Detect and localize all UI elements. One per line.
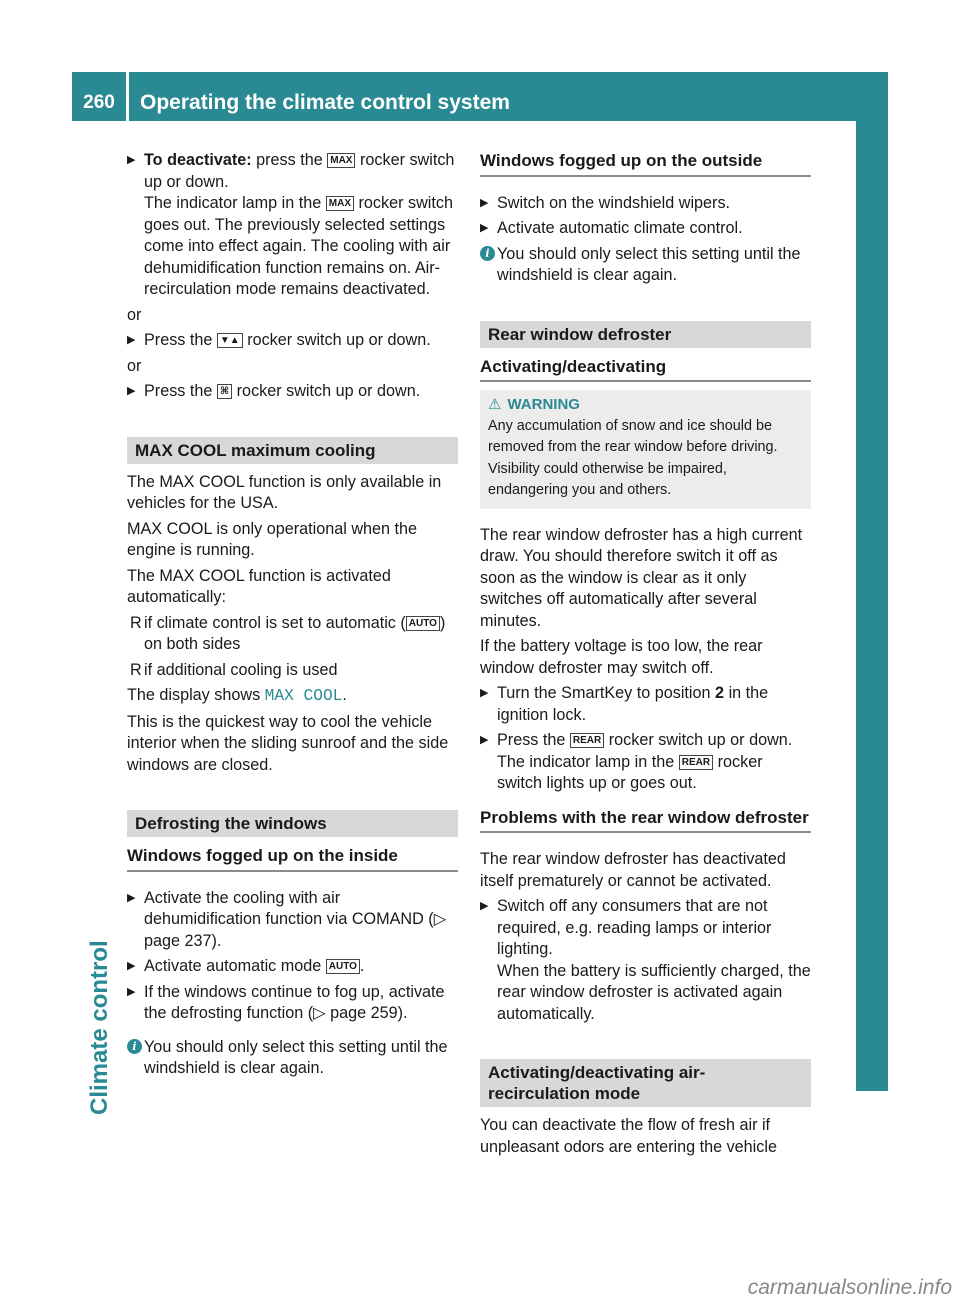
info-note — [127, 1037, 458, 1080]
display-end: . — [342, 686, 347, 704]
airflow-icon: ▼▲ — [217, 333, 243, 348]
warning-header — [488, 394, 803, 416]
instruction-text: Press the — [497, 731, 566, 749]
instruction-marker-icon: ▶ — [480, 222, 489, 234]
fan-icon: ⌘ — [217, 384, 232, 399]
bullet-item — [127, 660, 458, 682]
paragraph: MAX COOL is only operational when the engine is running. — [127, 519, 418, 559]
instruction-marker-icon: ▶ — [127, 154, 136, 166]
instruction-marker-icon: ▶ — [480, 687, 489, 699]
page-title: Operating the climate control system — [140, 91, 510, 114]
instruction-item — [127, 956, 458, 978]
fan-text: rocker switch up or down. — [236, 382, 421, 400]
paragraph: The rear window defroster has a high current draw. You should therefore switch it off as soon as the window is clear as it only switches off automatically after several minutes. — [480, 525, 803, 630]
subheading-inside: Windows fogged up on the inside — [127, 845, 458, 872]
instruction-marker-icon: ▶ — [127, 891, 136, 904]
info-note — [480, 244, 811, 287]
press-the-text: Press the — [144, 331, 213, 349]
instruction-fan — [127, 381, 458, 403]
bullet-icon: R — [130, 660, 142, 679]
instruction-text: Switch off any consumers that are not required, e.g. reading lamps or interior lighting. — [497, 897, 772, 958]
section-heading-rear-defroster: Rear window defroster — [480, 321, 811, 348]
instruction-marker-icon: ▶ — [127, 960, 136, 972]
info-text: You should only select this setting until the windshield is clear again. — [144, 1037, 448, 1077]
warning-box — [480, 390, 811, 509]
instruction-deactivate — [127, 150, 458, 301]
instruction-text: rocker switch up or down. — [608, 731, 793, 749]
side-tab-label: Climate control — [86, 940, 113, 1115]
instruction-text: Activate automatic mode — [144, 957, 322, 975]
warning-title: WARNING — [507, 396, 580, 413]
watermark: carmanualsonline.info — [747, 1276, 952, 1299]
instruction-text: Switch on the windshield wipers. — [497, 193, 731, 212]
info-icon: i — [480, 246, 495, 261]
side-tab — [856, 121, 888, 1091]
instruction-text: Turn the SmartKey to position — [497, 684, 711, 702]
paragraph: The MAX COOL function is activated automatically: — [127, 566, 391, 606]
or-text: or — [127, 356, 142, 375]
or-text: or — [127, 305, 142, 324]
page-ref-link[interactable]: page 259 — [330, 1004, 398, 1022]
instruction-text: ). — [211, 931, 222, 950]
instruction-marker-icon: ▶ — [127, 334, 136, 346]
page-ref-link[interactable]: page 237 — [144, 931, 212, 950]
section-heading-defrosting: Defrosting the windows — [127, 810, 458, 837]
airflow-text: rocker switch up or down. — [247, 331, 431, 349]
warning-icon: ⚠ — [488, 396, 502, 413]
instruction-item — [480, 730, 811, 795]
bullet-text: ) on both sides — [144, 613, 446, 653]
left-column — [127, 150, 458, 1084]
section-heading-recirculation: Activating/deactivating air-recirculation mode — [480, 1059, 811, 1107]
paragraph: You can deactivate the flow of fresh air if unpleasant odors are entering the vehicle — [480, 1116, 777, 1156]
warning-text: Any accumulation of snow and ice should be removed from the rear window before driving. Visibility could otherwise be impaired, endangering you and others. — [488, 417, 778, 498]
paragraph: If the battery voltage is too low, the rear window defroster may switch off. — [480, 637, 763, 677]
instruction-marker-icon: ▶ — [480, 734, 489, 746]
section-heading-max-cool: MAX COOL maximum cooling — [127, 437, 458, 464]
page-ref-icon: ▷ — [433, 910, 447, 928]
paragraph: The rear window defroster has deactivated itself prematurely or cannot be activated. — [480, 850, 786, 890]
instruction-item — [127, 888, 458, 953]
max-cool-icon: MAX — [326, 196, 354, 211]
subheading-problems: Problems with the rear window defroster — [480, 807, 811, 834]
instruction-item — [480, 683, 811, 726]
subheading-outside: Windows fogged up on the outside — [480, 150, 811, 177]
max-cool-icon: MAX — [327, 153, 355, 168]
deactivate-text-1: press the — [256, 151, 323, 169]
info-icon: i — [127, 1039, 142, 1054]
paragraph: The MAX COOL function is only available in vehicles for the USA. — [127, 472, 442, 512]
paragraph: This is the quickest way to cool the vehicle interior when the sliding sunroof and the side windows are closed. — [127, 712, 449, 774]
instruction-marker-icon: ▶ — [480, 900, 489, 912]
instruction-text: If the windows continue to fog up, activate the defrosting function ( — [144, 982, 445, 1022]
info-text: You should only select this setting until the windshield is clear again. — [497, 244, 801, 284]
page-ref-icon: ▷ — [313, 1004, 326, 1022]
rear-defrost-icon: REAR — [570, 733, 604, 748]
header-bar — [72, 72, 888, 121]
instruction-item — [127, 982, 458, 1025]
right-column — [480, 150, 811, 1162]
display-text: The display shows — [127, 686, 261, 704]
bullet-text: if additional cooling is used — [144, 660, 338, 679]
instruction-text: rocker switch lights up or goes out. — [497, 752, 763, 792]
instruction-text: Activate automatic climate control. — [497, 219, 743, 237]
instruction-item — [480, 896, 811, 1025]
deactivate-text-2: rocker switch up or down. — [144, 151, 455, 191]
page-number: 260 — [83, 92, 115, 113]
deactivate-text-4: rocker switch goes out. The previously selected settings come into effect again. The cooling with air dehumidification function remains on. Air-recirculation mode remains deactivated. — [144, 194, 453, 298]
auto-icon: AUTO — [326, 959, 360, 974]
deactivate-label: To deactivate: — [144, 151, 252, 169]
deactivate-text-3: The indicator lamp in the — [144, 194, 322, 212]
instruction-marker-icon: ▶ — [127, 385, 136, 397]
instruction-text: The indicator lamp in the — [497, 752, 675, 771]
instruction-text: in the ignition lock. — [497, 684, 769, 724]
bullet-item — [127, 613, 458, 656]
instruction-text: ). — [397, 1004, 408, 1022]
instruction-text: Activate the cooling with air dehumidification function via COMAND ( — [144, 888, 434, 928]
display-value: MAX COOL — [264, 687, 343, 705]
instruction-item — [480, 193, 811, 215]
subheading-activating: Activating/deactivating — [480, 356, 811, 383]
instruction-marker-icon: ▶ — [480, 196, 489, 209]
auto-icon: AUTO — [406, 616, 440, 631]
paragraph-display — [127, 685, 458, 708]
rear-defrost-icon: REAR — [679, 755, 713, 770]
instruction-text: . — [359, 957, 365, 975]
press-the-text: Press the — [144, 382, 213, 400]
bullet-text: if climate control is set to automatic ( — [144, 613, 406, 632]
instruction-text: When the battery is sufficiently charged, the rear window defroster is activated again automatically. — [497, 961, 811, 1023]
header-divider — [126, 72, 129, 121]
instruction-airflow — [127, 330, 458, 352]
key-position: 2 — [715, 684, 725, 702]
instruction-item — [480, 218, 811, 240]
instruction-marker-icon: ▶ — [127, 985, 136, 998]
bullet-icon: R — [130, 613, 142, 632]
